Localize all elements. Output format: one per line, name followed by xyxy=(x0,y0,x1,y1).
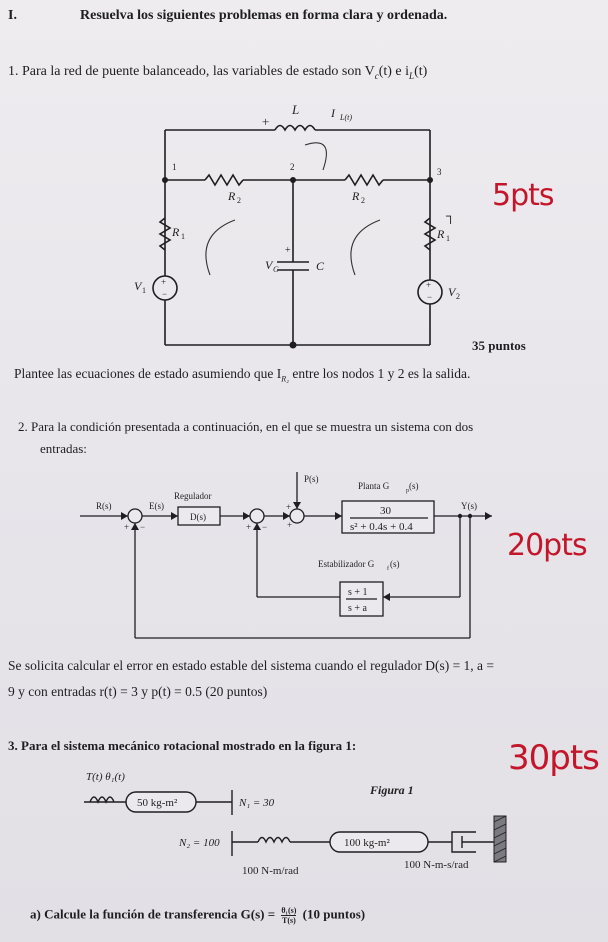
inertia-j1-label: 50 kg-m² xyxy=(137,797,178,809)
gear-n1-label: N₁ = 30 xyxy=(239,797,275,809)
section-title: Resuelva los siguientes problemas en forma clara y ordenada. xyxy=(80,8,448,23)
node-1-label: 1 xyxy=(172,162,177,172)
fraction-denominator: T(s) xyxy=(281,916,296,925)
svg-text:+: + xyxy=(285,245,291,256)
p1-statement-tail: (t) e i xyxy=(378,64,410,79)
resistor-r1-right-label: R xyxy=(437,227,445,241)
stabilizer-denominator: s + a xyxy=(348,603,367,614)
svg-text:−: − xyxy=(427,292,433,302)
svg-text:+: + xyxy=(426,280,432,290)
inertia-j2-label: 100 kg-m² xyxy=(344,837,390,849)
svg-text:p: p xyxy=(406,488,409,494)
inductor-current-label: I xyxy=(331,106,335,120)
regulator-title: Regulador xyxy=(174,491,212,501)
source-v2-label: V xyxy=(448,285,456,299)
fraction-numerator: θ₁(s) xyxy=(281,906,297,915)
plant-denominator: s² + 0.4s + 0.4 xyxy=(350,521,413,533)
resistor-r2-right-label: R xyxy=(352,189,360,203)
svg-text:1: 1 xyxy=(142,286,146,295)
problem-2-question-line2: 9 y con entradas r(t) = 3 y p(t) = 0.5 (20 puntos) xyxy=(8,684,268,699)
svg-text:2: 2 xyxy=(361,196,365,205)
spring-label: 100 N-m/rad xyxy=(242,865,299,877)
capacitor-label: C xyxy=(316,259,325,273)
stabilizer-numerator: s + 1 xyxy=(348,587,368,598)
svg-text:┐: ┐ xyxy=(446,208,456,223)
capacitor-voltage-label: V xyxy=(265,258,273,272)
input-r-label: R(s) xyxy=(96,501,112,511)
svg-text:+: + xyxy=(161,277,167,287)
problem-2-question-line1: Se solicita calcular el error en estado estable del sistema cuando el regulador D(s) = 1, a = xyxy=(8,658,495,673)
handwritten-score-p2: 20pts xyxy=(507,528,587,563)
handwritten-score-p3: 30pts xyxy=(508,738,599,778)
problem-2-statement-cont: entradas: xyxy=(40,441,87,456)
svg-text:+: + xyxy=(262,114,270,129)
regulator-block-label: D(s) xyxy=(190,512,206,522)
gear-n2-label: N₂ = 100 xyxy=(179,837,220,849)
p1-question-text: Plantee las ecuaciones de estado asumiendo que I xyxy=(14,366,282,381)
svg-text:(s): (s) xyxy=(409,481,419,491)
transfer-function-fraction xyxy=(281,906,296,925)
p3-question-text: a) Calcule la función de transferencia G(s) = xyxy=(30,906,279,922)
p3-question-end: (10 puntos) xyxy=(302,906,366,922)
svg-text:L(t): L(t) xyxy=(340,113,352,122)
plant-title: Planta G xyxy=(358,481,390,491)
svg-text:2: 2 xyxy=(237,196,241,205)
svg-text:C: C xyxy=(273,265,279,274)
svg-text:−: − xyxy=(162,289,168,299)
svg-text:−: − xyxy=(140,522,146,532)
handwritten-score-p1: 5pts xyxy=(492,178,554,213)
plant-numerator: 30 xyxy=(380,505,391,517)
problem-2-statement: 2. Para la condición presentada a continuación, en el que se muestra un sistema con dos xyxy=(18,419,474,434)
p1-statement-text: 1. Para la red de puente balanceado, las variables de estado son V xyxy=(8,64,375,79)
svg-text:(s): (s) xyxy=(390,559,400,569)
problem-1-statement: 1. Para la red de puente balanceado, las variables de estado son $V_c(t)$ e $i_L(t)$ xyxy=(8,64,428,81)
problem-3-statement: 3. Para el sistema mecánico rotacional mostrado en la figura 1: xyxy=(8,738,357,753)
svg-text:−: − xyxy=(262,522,268,532)
figure-label: Figura 1 xyxy=(370,783,414,797)
problem-1-points: 35 puntos xyxy=(472,338,526,353)
stabilizer-title: Estabilizador G xyxy=(318,559,375,569)
svg-text:+: + xyxy=(287,520,293,530)
section-number: I. xyxy=(8,8,17,23)
node-3-label: 3 xyxy=(437,167,442,177)
svg-text:2: 2 xyxy=(456,292,460,301)
svg-text:+: + xyxy=(286,502,292,512)
output-label: Y(s) xyxy=(461,501,477,511)
problem-1-question: Plantee las ecuaciones de estado asumiendo que $I_{R_2}$ entre los nodos 1 y 2 es la salida. xyxy=(14,366,471,384)
inductor-label: L xyxy=(292,102,300,117)
svg-text:+: + xyxy=(124,522,130,532)
svg-text:1: 1 xyxy=(446,234,450,243)
node-2-label: 2 xyxy=(290,162,295,172)
p1-statement-end: (t) xyxy=(414,64,428,79)
svg-text:+: + xyxy=(246,522,252,532)
p1-question-end: entre los nodos 1 y 2 es la salida. xyxy=(292,366,471,381)
error-label: E(s) xyxy=(149,501,164,511)
torque-angle-label: T(t) θ₁(t) xyxy=(86,771,125,783)
damper-label: 100 N-m-s/rad xyxy=(404,859,469,871)
source-v1-label: V xyxy=(134,279,142,293)
resistor-r1-left-label: R xyxy=(172,225,180,239)
resistor-r2-left-label: R xyxy=(228,189,236,203)
problem-3a-question xyxy=(30,906,365,925)
svg-text:f: f xyxy=(387,566,389,572)
disturbance-label: P(s) xyxy=(304,474,319,484)
svg-text:1: 1 xyxy=(181,232,185,241)
